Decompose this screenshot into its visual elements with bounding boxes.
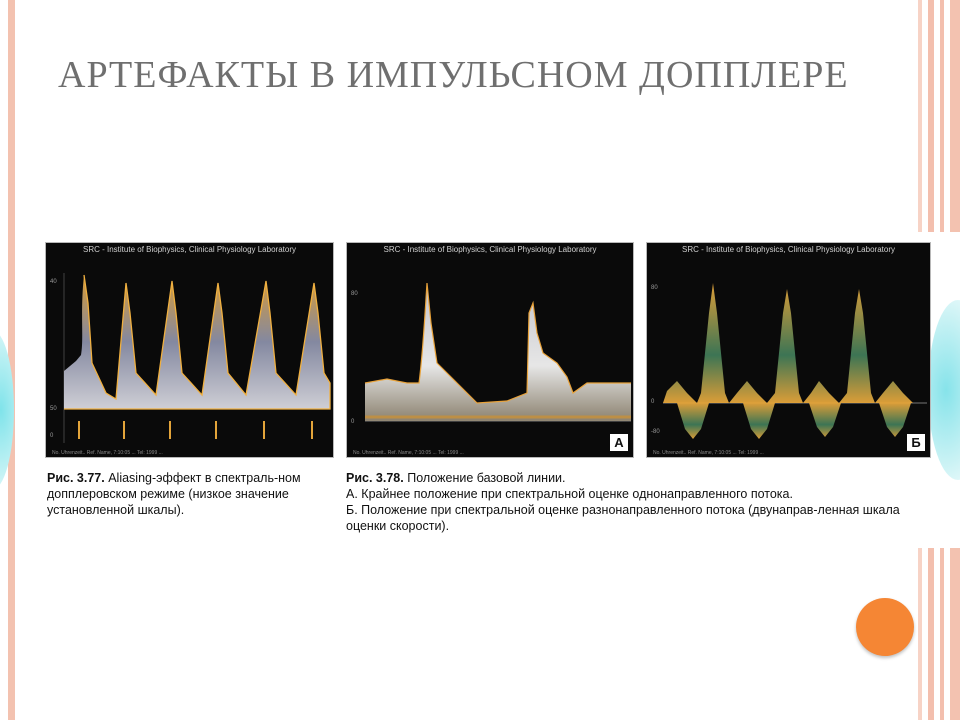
baseline-a-spectrum-graphic [347,243,633,457]
scale-tick: 0 [651,399,655,405]
scale-tick: -80 [651,429,660,435]
orange-circle-ornament [856,598,914,656]
figure-label-a: А [610,434,628,451]
caption-text: Aliasing-эффект в спектраль-ном допплеровском режиме (низкое значение установленной шкалы). [47,471,301,517]
baseline-b-spectrum-graphic [647,243,930,457]
caption-number: Рис. 3.78. [346,471,404,485]
figure-label-b: Б [907,434,925,451]
caption-line-b: Б. Положение при спектральной оценке разнонаправленного потока (двунаправ-ленная шкала оценки скорости). [346,503,900,533]
doppler-image-baseline-a [346,242,634,458]
scale-tick: 0 [50,433,54,439]
figure-header: SRC - Institute of Biophysics, Clinical Physiology Laboratory [383,245,597,254]
figure-header: SRC - Institute of Biophysics, Clinical Physiology Laboratory [682,245,895,254]
caption-number: Рис. 3.77. [47,471,105,485]
caption-figure-3-78 [346,470,930,534]
slide-title: АРТЕФАКТЫ В ИМПУЛЬСНОМ ДОППЛЕРЕ [58,54,849,96]
caption-figure-3-77 [47,470,332,518]
caption-line-a: А. Крайнее положение при спектральной оценке однонаправленного потока. [346,487,793,501]
doppler-image-baseline-b [646,242,931,458]
scale-tick: 40 [50,279,57,285]
scale-tick: 80 [651,285,658,291]
scale-tick: 80 [351,291,358,297]
figure-header: SRC - Institute of Biophysics, Clinical Physiology Laboratory [83,245,296,254]
caption-title: Положение базовой линии. [407,471,566,485]
figure-footer: No. Uhrenzeit.. Ref. Name, 7:10:05 ... Tel: 1999 ... [353,450,464,456]
aliasing-spectrum-graphic [46,243,333,457]
doppler-image-aliasing [45,242,334,458]
figure-footer: No. Uhrenzeit.. Ref. Name, 7:10:05 ... Tel: 1999 ... [653,450,764,456]
scale-tick: 0 [351,419,355,425]
scale-tick: 50 [50,406,57,412]
figure-footer: No. Uhrenzeit.. Ref. Name, 7:10:05 ... Tel: 1999 ... [52,450,163,456]
